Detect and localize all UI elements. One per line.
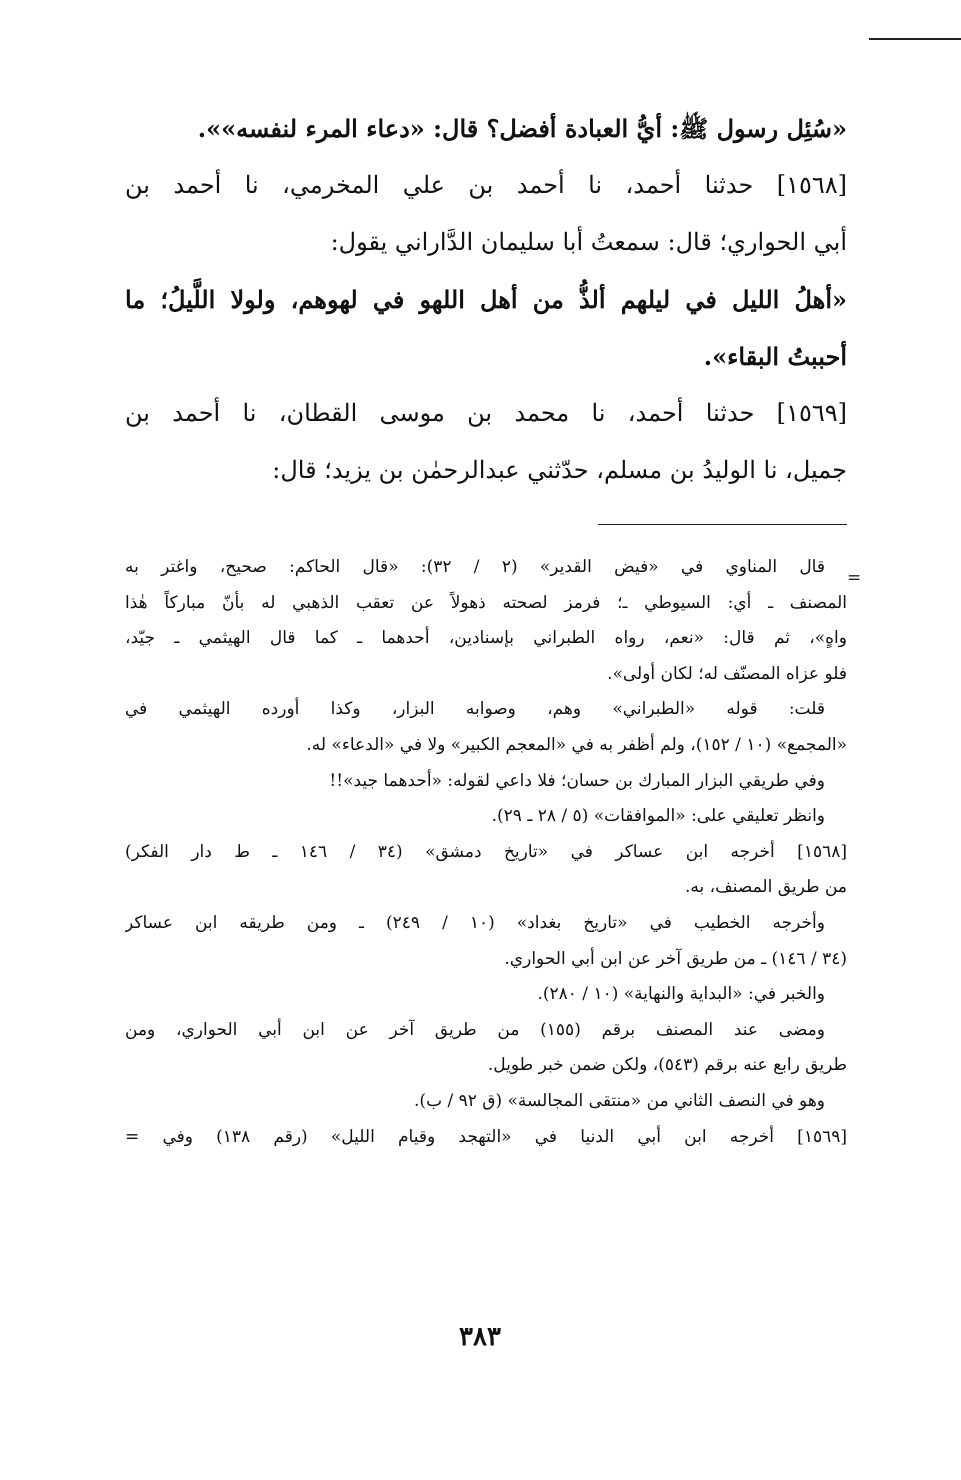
footnotes [125,550,847,1155]
isnad-line: [١٥٦٨] حدثنا أحمد، نا أحمد بن علي المخرمي، نا أحمد بن [125,171,847,199]
page-number: ٣٨٣ [459,1322,501,1352]
footnote-line: فلو عزاه المصنّف له؛ لكان أولى». [607,663,847,684]
footnote-line: وهو في النصف الثاني من «منتقى المجالسة» (ق ٩٢ / ب). [414,1090,825,1111]
quote-line: أحببتُ البقاء». [703,342,847,371]
isnad-line: جميل، نا الوليدُ بن مسلم، حدّثني عبدالرحمٰن بن يزيد؛ قال: [272,456,847,484]
footnote-line: طريق رابع عنه برقم (٥٤٣)، ولكن ضمن خبر طويل. [487,1055,847,1076]
corner-rule [869,38,961,40]
footnote-line: «المجمع» (١٠ / ١٥٢)، ولم أظفر به في «المعجم الكبير» ولا في «الدعاء» له. [306,734,847,755]
footnote-line: ومضى عند المصنف برقم (١٥٥) من طريق آخر عن ابن أبي الحواري، ومن [125,1019,825,1040]
footnote-line: وأخرجه الخطيب في «تاريخ بغداد» (١٠ / ٢٤٩) ـ ومن طريقه ابن عساكر [125,912,825,933]
continuation-mark: = [847,568,862,588]
hadith-text-line: «سُئِل رسول ﷺ: أيُّ العبادة أفضل؟ قال: «دعاء المرء لنفسه»». [197,114,847,143]
footnote-line: وفي طريقي البزار المبارك بن حسان؛ فلا داعي لقوله: «أحدهما جيد»!! [329,770,825,791]
footnote-line: والخبر في: «البداية والنهاية» (١٠ / ٢٨٠). [537,984,825,1005]
footnote-line: قلت: قوله «الطبراني» وهم، وصوابه البزار، وكذا أورده الهيثمي في [125,699,825,720]
isnad-line: أبي الحواري؛ قال: سمعتُ أبا سليمان الدَّاراني يقول: [330,228,847,256]
footnote-divider [598,524,847,525]
quote-line: «أهلُ الليل في ليلهم ألذُّ من أهل اللهو في لهوهم، ولولا اللَّيلُ؛ ما [125,285,847,314]
isnad-line: [١٥٦٩] حدثنا أحمد، نا محمد بن موسى القطان، نا أحمد بن [125,399,847,427]
footnote-line: واهٍ»، ثم قال: «نعم، رواه الطبراني بإسنادين، أحدهما ـ كما قال الهيثمي ـ جيّد، [125,628,847,649]
footnote-line: (٣٤ / ١٤٦) ـ من طريق آخر عن ابن أبي الحواري. [504,948,847,969]
footnote-line: من طريق المصنف، به. [684,877,847,898]
footnote-line: [١٥٦٩] أخرجه ابن أبي الدنيا في «التهجد وقيام الليل» (رقم ١٣٨) وفي = [125,1126,847,1147]
footnote-line: وانظر تعليقي على: «الموافقات» (٥ / ٢٨ ـ ٢٩). [491,806,825,827]
footnote-line: قال المناوي في «فيض القدير» (٢ / ٣٢): «قال الحاكم: صحيح، واغتر به [125,557,825,577]
footnote-line: [١٥٦٨] أخرجه ابن عساكر في «تاريخ دمشق» (٣٤ / ١٤٦ ـ ط دار الفكر) [125,841,847,862]
footnote-line: المصنف ـ أي: السيوطي ـ؛ فرمز لصحته ذهولاً عن تعقب الذهبي له بأنّ مباركاً هٰذا [125,592,847,613]
main-text [125,100,847,499]
